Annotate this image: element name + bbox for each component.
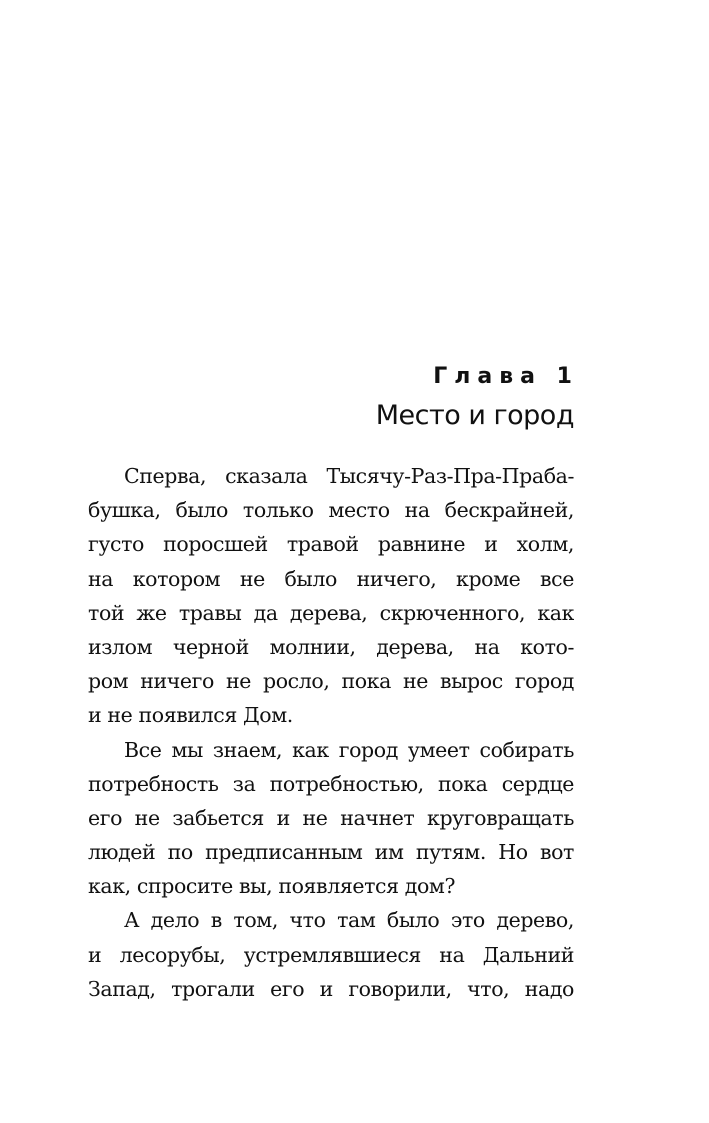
text-line: и лесорубы, устремлявшиеся на Дальний	[88, 942, 574, 967]
text-line: А дело в том, что там было это дерево,	[124, 908, 574, 933]
text-line: людей по предписанным им путям. Но вот	[88, 840, 574, 865]
chapter-number: Глава 1	[433, 364, 579, 389]
chapter-header	[88, 362, 579, 436]
text-line: потребность за потребностью, пока сердце	[88, 771, 574, 796]
text-line: как, спросите вы, появляется дом?	[88, 874, 456, 899]
text-line: Все мы знаем, как город умеет собирать	[124, 737, 574, 762]
text-line: на котором не было ничего, кроме все	[88, 566, 574, 591]
text-line: ром ничего не росло, пока не вырос город	[88, 669, 574, 694]
text-line: Сперва, сказала Тысячу-Раз-Пра-Праба-	[124, 464, 574, 488]
text-line: Запад, трогали его и говорили, что, надо	[88, 976, 574, 1001]
text-line: излом черной молнии, дерева, на кото-	[88, 634, 574, 659]
paragraph-2	[88, 733, 574, 904]
text-line: и не появился Дом.	[88, 703, 293, 728]
text-line: той же травы да дерева, скрюченного, как	[88, 600, 574, 625]
chapter-body	[88, 459, 574, 1006]
text-line: его не забьется и не начнет круговращать	[88, 805, 574, 830]
text-line: бушка, было только место на бескрайней,	[88, 498, 574, 523]
paragraph-3	[88, 903, 574, 1006]
text-line: густо поросшей травой равнине и холм,	[88, 532, 574, 557]
paragraph-1	[88, 459, 574, 733]
chapter-title: Место и город	[375, 400, 574, 431]
